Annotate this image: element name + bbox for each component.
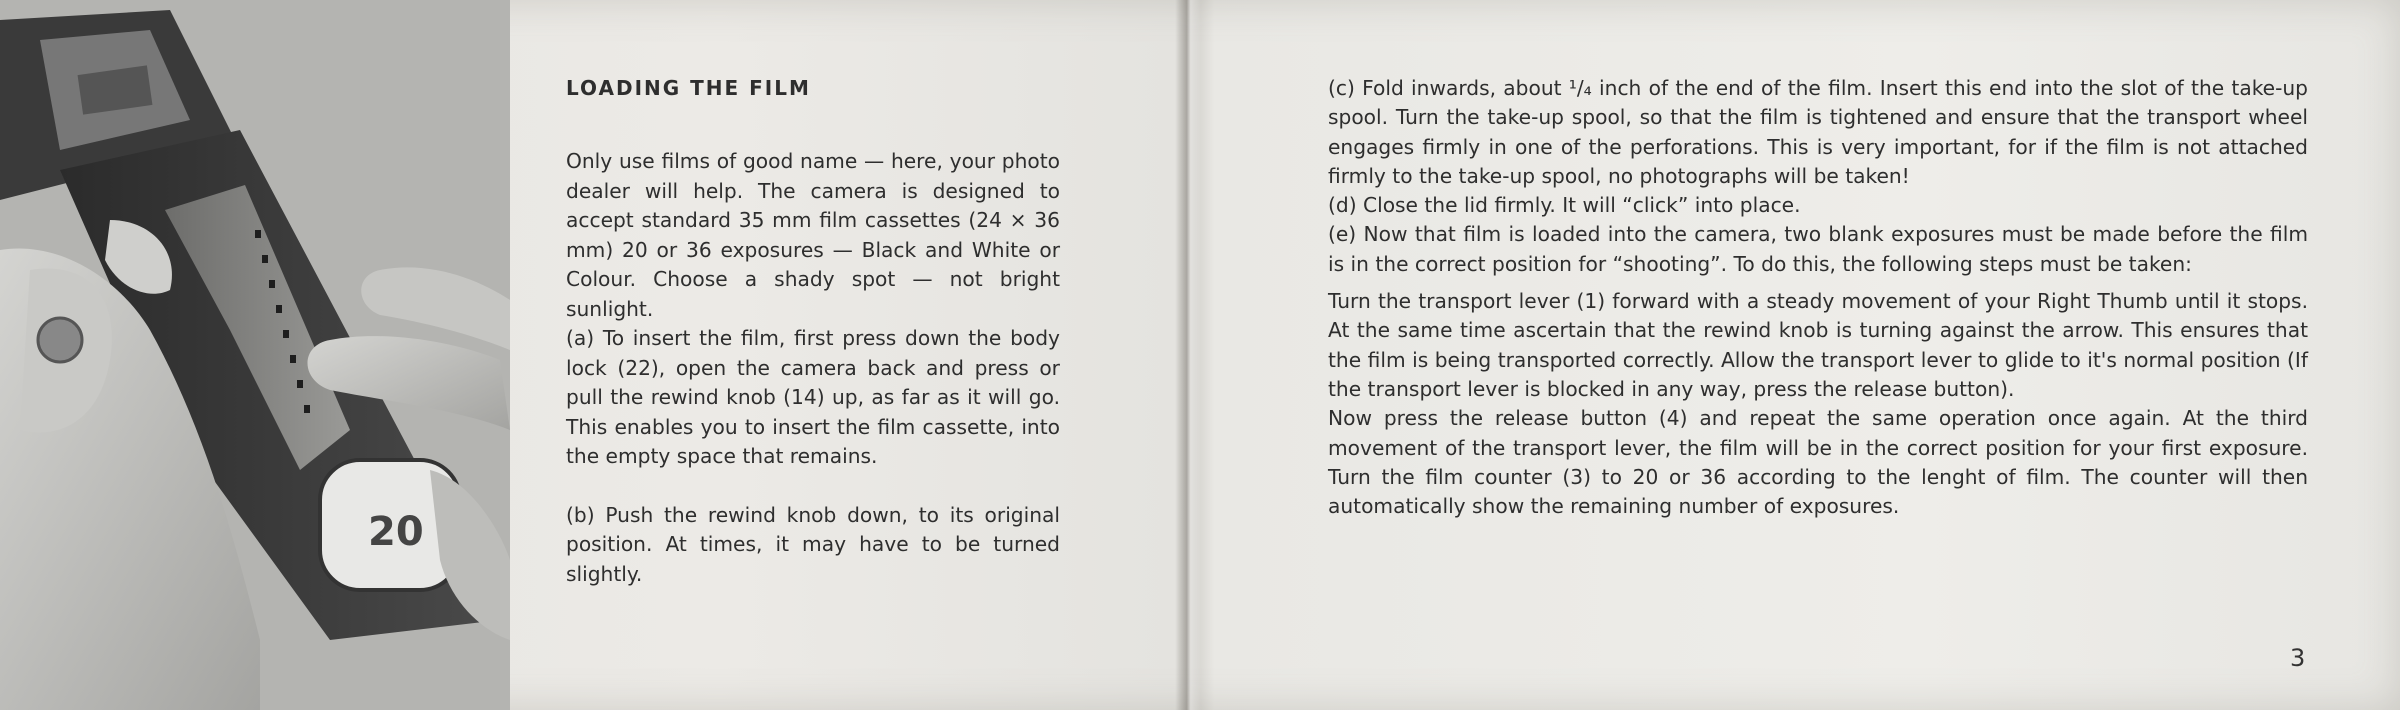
page-gutter bbox=[1175, 0, 1201, 710]
right-page-text bbox=[1328, 74, 2308, 521]
cassette-label: 20 bbox=[368, 509, 424, 555]
paragraph-release-button: Now press the release button (4) and repeat the same operation once again. At the third movement of the transport lever, the film will be in the correct position for your first exposure. Turn the film counter (3) to 20 or 36 according to the lenght of film. The counter will then automatically show the remaining number of exposures. bbox=[1328, 406, 2308, 519]
paragraph-transport-lever: Turn the transport lever (1) forward with a steady movement of your Right Thumb until it stops. At the same time ascertain that the rewind knob is turning against the arrow. This ensures that the film is being transported correctly. Allow the transport lever to glide to it's normal position (If the transport lever is blocked in any way, press the release button). bbox=[1328, 289, 2308, 401]
left-page-text bbox=[566, 76, 1060, 589]
section-heading: LOADING THE FILM bbox=[566, 76, 811, 100]
page-number: 3 bbox=[2290, 644, 2306, 672]
paragraph-step-e: (e) Now that film is loaded into the camera, two blank exposures must be made before the film is in the correct position for “shooting”. To do this, the following steps must be taken: bbox=[1328, 222, 2308, 276]
camera-loading-photo-icon bbox=[0, 0, 510, 710]
paragraph-step-d: (d) Close the lid firmly. It will “click” into place. bbox=[1328, 193, 1801, 218]
paragraph-step-a: (a) To insert the film, first press down the body lock (22), open the camera back and press or pull the rewind knob (14) up, as far as it will go. This enables you to insert the film cassette, into the empty space that remains. bbox=[566, 326, 1060, 468]
paragraph-step-b: (b) Push the rewind knob down, to its original position. At times, it may have to be turned slightly. bbox=[566, 502, 1060, 586]
paragraph-step-c: (c) Fold inwards, about ¹/₄ inch of the end of the film. Insert this end into the slot of the take-up spool. Turn the take-up spool, so that the film is tightened and ensure that the transport wheel engages firmly in one of the perforations. This is very important, for if the film is not attached firmly to the take-up spool, no photographs will be taken! bbox=[1328, 76, 2308, 188]
camera-loading-photo bbox=[0, 0, 510, 710]
paragraph-intro: Only use films of good name — here, your photo dealer will help. The camera is designed to accept standard 35 mm film cassettes (24 × 36 mm) 20 or 36 exposures — Black and White or Colour. Choose a shady spot — not bright sunlight. bbox=[566, 149, 1060, 321]
